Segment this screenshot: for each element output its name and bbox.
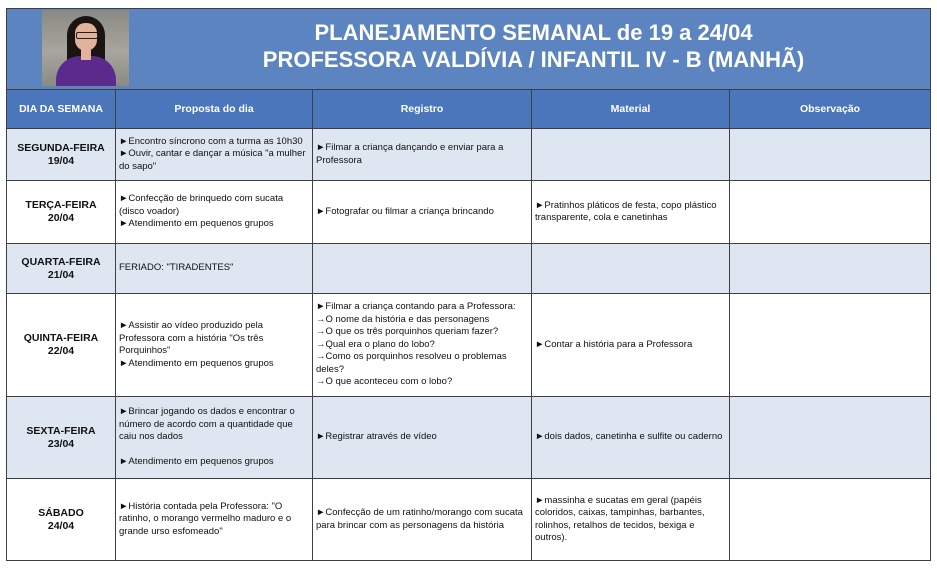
- table-row: [7, 294, 931, 397]
- header-day: DIA DA SEMANA: [7, 90, 116, 129]
- day-cell: [7, 181, 116, 244]
- material-cell: [532, 397, 730, 479]
- notes-cell: [730, 397, 931, 479]
- record-text: ►Filmar a criança contando para a Professora: →O nome da história e das personagens →O que os três porquinhos queriam fazer? →Qual era o plano do lobo? →Como os porquinhos resolveu o problemas deles? →O que aconteceu com o lobo?: [316, 301, 516, 388]
- header-notes: Observação: [730, 90, 931, 129]
- material-text: ►massinha e sucatas em geral (papéis coloridos, caixas, tampinhas, barbantes, rolinhos, retalhos de tecidos, bexiga e outros).: [535, 494, 705, 543]
- proposal-cell: [116, 294, 313, 397]
- proposal-text: FERIADO: "TIRADENTES": [119, 262, 234, 274]
- proposal-cell: [116, 129, 313, 181]
- proposal-text: ►Assistir ao vídeo produzido pela Professora com a história "Os três Porquinhos" ►Atendimento em pequenos grupos: [119, 320, 274, 369]
- table-row: [7, 181, 931, 244]
- day-cell: [7, 129, 116, 181]
- record-cell: [313, 129, 532, 181]
- day-date: 22/04: [47, 345, 75, 357]
- material-cell: [532, 479, 730, 561]
- proposal-text: ►História contada pela Professora: "O ratinho, o morango vermelho maduro e o grande urso esfomeado": [119, 500, 292, 537]
- record-cell: [313, 244, 532, 294]
- record-cell: [313, 181, 532, 244]
- record-text: ►Confecção de um ratinho/morango com sucata para brincar com as personagens da história: [316, 507, 523, 531]
- day-date: 24/04: [47, 519, 75, 532]
- header-record: Registro: [313, 90, 532, 129]
- title-banner-row: [7, 9, 931, 90]
- record-text: ►Filmar a criança dançando e enviar para a Professora: [316, 142, 504, 166]
- day-name: SEGUNDA-FEIRA: [17, 141, 105, 154]
- proposal-cell: [116, 397, 313, 479]
- day-date: 19/04: [47, 154, 75, 167]
- record-cell: [313, 397, 532, 479]
- material-text: ►Contar a história para a Professora: [535, 338, 693, 350]
- proposal-cell: [116, 244, 313, 294]
- material-text: ►Pratinhos pláticos de festa, copo plástico transparente, cola e canetinhas: [535, 199, 717, 223]
- teacher-photo: [42, 10, 129, 86]
- proposal-text: ►Brincar jogando os dados e encontrar o número de acordo com a quantidade que caiu nos dados ►Atendimento em pequenos grupos: [119, 406, 295, 468]
- material-cell: [532, 181, 730, 244]
- day-cell: [7, 244, 116, 294]
- page-title: [137, 19, 930, 73]
- proposal-cell: [116, 181, 313, 244]
- header-proposal: Proposta do dia: [116, 90, 313, 129]
- weekly-plan-table: [6, 8, 931, 561]
- day-date: 20/04: [47, 212, 75, 224]
- title-line-1: PLANEJAMENTO SEMANAL de 19 a 24/04: [314, 20, 753, 45]
- record-cell: [313, 479, 532, 561]
- title-line-2: PROFESSORA VALDÍVIA / INFANTIL IV - B (MANHÃ): [262, 47, 805, 72]
- table-row: [7, 479, 931, 561]
- material-cell: [532, 244, 730, 294]
- notes-cell: [730, 479, 931, 561]
- column-header-row: [7, 90, 931, 129]
- material-text: ►dois dados, canetinha e sulfite ou caderno: [535, 431, 723, 443]
- proposal-cell: [116, 479, 313, 561]
- day-name: SÁBADO: [38, 506, 84, 519]
- day-name: SEXTA-FEIRA: [26, 424, 96, 437]
- record-text: ►Fotografar ou filmar a criança brincando: [316, 205, 494, 217]
- table-row: [7, 397, 931, 479]
- day-date: 21/04: [47, 268, 75, 281]
- table-row: [7, 129, 931, 181]
- day-cell: [7, 479, 116, 561]
- notes-cell: [730, 244, 931, 294]
- notes-cell: [730, 181, 931, 244]
- day-name: QUARTA-FEIRA: [21, 255, 101, 268]
- day-cell: [7, 397, 116, 479]
- title-banner: [7, 9, 931, 90]
- day-name: TERÇA-FEIRA: [25, 199, 97, 211]
- day-name: QUINTA-FEIRA: [23, 332, 99, 344]
- material-cell: [532, 294, 730, 397]
- record-cell: [313, 294, 532, 397]
- proposal-text: ►Encontro síncrono com a turma as 10h30 ►Ouvir, cantar e dançar a música "a mulher do sapo": [119, 135, 306, 172]
- proposal-text: ►Confecção de brinquedo com sucata (disco voador) ►Atendimento em pequenos grupos: [119, 193, 284, 230]
- header-material: Material: [532, 90, 730, 129]
- day-cell: [7, 294, 116, 397]
- day-date: 23/04: [47, 437, 75, 450]
- notes-cell: [730, 129, 931, 181]
- material-cell: [532, 129, 730, 181]
- table-row: [7, 244, 931, 294]
- notes-cell: [730, 294, 931, 397]
- record-text: ►Registrar através de vídeo: [316, 431, 437, 443]
